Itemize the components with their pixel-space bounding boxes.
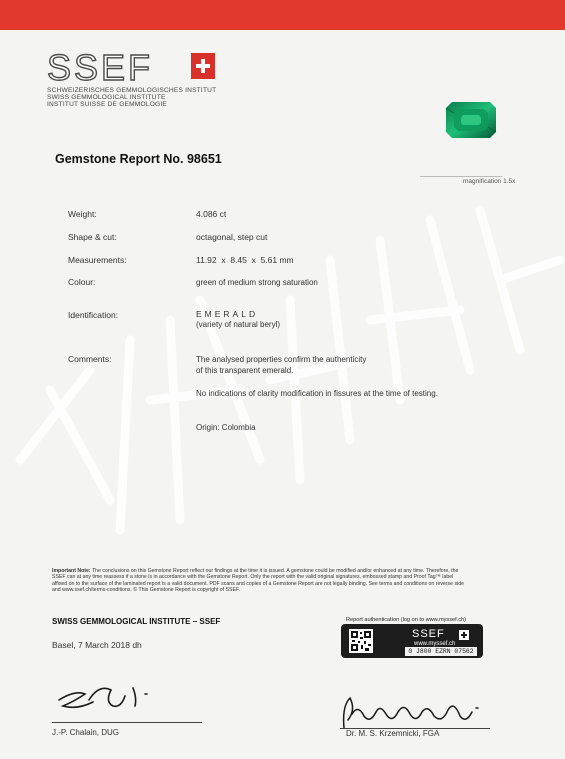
- report-title: Gemstone Report No. 98651: [55, 152, 222, 166]
- swiss-cross-icon: [191, 53, 215, 79]
- proof-tag-code: 0 J800 EZRN 07562: [405, 647, 477, 656]
- comments-label: Comments:: [68, 354, 112, 364]
- note-line-3: affixed on to the surface of the laminated report is a valid document. PDF scans and copies of a Gemstone Report are not legally binding. See terms and conditions on reverse side: [52, 580, 464, 587]
- identification-label: Identification:: [68, 310, 119, 320]
- identification-note: (variety of natural beryl): [196, 320, 281, 329]
- colour-label: Colour:: [68, 277, 96, 287]
- note-heading: Important Note:: [52, 568, 91, 574]
- colour-value: green of medium strong saturation: [196, 278, 318, 287]
- comment-line-2: of this transparent emerald.: [196, 366, 294, 375]
- comment-line-1: The analysed properties confirm the authenticity: [196, 355, 367, 364]
- signer-left: J.-P. Chalain, DUG: [52, 728, 119, 737]
- weight-label: Weight:: [68, 209, 97, 219]
- shape-value: octagonal, step cut: [196, 232, 268, 242]
- institute-name: SWISS GEMMOLOGICAL INSTITUTE – SSEF: [52, 617, 221, 626]
- logo-subtitle-fr: INSTITUT SUISSE DE GEMMOLOGIE: [47, 101, 167, 108]
- important-note: [52, 568, 517, 594]
- origin-value: Origin: Colombia: [196, 423, 256, 432]
- top-red-band: [0, 0, 565, 30]
- ssef-logo: SSEF: [47, 47, 154, 88]
- logo-subtitle-en: SWISS GEMMOLOGICAL INSTITUTE: [47, 94, 166, 101]
- emerald-photo: [444, 100, 498, 140]
- proof-tag-url: www.myssef.ch: [414, 641, 456, 647]
- logo-subtitle-de: SCHWEIZERISCHES GEMMOLOGISCHES INSTITUT: [47, 87, 217, 94]
- note-line-4: and www.ssef.ch/terms-conditions. © This Gemstone Report is copyright of SSEF.: [52, 587, 240, 594]
- swiss-cross-icon: [459, 630, 469, 640]
- signature-line-left: [52, 722, 202, 723]
- qr-code-icon: [349, 629, 373, 653]
- measurements-value: 11.92 x 8.45 x 5.61 mm: [196, 255, 294, 265]
- signature-chalain: [55, 680, 165, 714]
- signer-right: Dr. M. S. Krzemnicki, FGA: [346, 729, 440, 738]
- weight-value: 4.086 ct: [196, 209, 227, 219]
- proof-tag-brand: SSEF: [412, 628, 445, 640]
- identification-value: EMERALD: [196, 309, 259, 319]
- proof-tag: [341, 624, 483, 658]
- shape-label: Shape & cut:: [68, 232, 117, 242]
- note-line-1: The conclusions on this Gemstone Report reflect our findings at the time it is issued. A gemstone could be modified and/or enhanced at any time. Therefore, the: [91, 568, 459, 574]
- measurements-label: Measurements:: [68, 255, 127, 265]
- auth-label: Report authentication (log on to www.myssef.ch): [346, 617, 467, 623]
- signature-krzemnicki: [338, 694, 498, 730]
- magnification-label: magnification 1.5x: [463, 178, 516, 185]
- note-line-2: SSEF can at any time reassess if a stone is in accordance with the Gemstone Report. Only the report with the valid original signatures, embossed stamp and Proof Tag™ label: [52, 574, 454, 581]
- comment-line-3: No indications of clarity modification in fissures at the time of testing.: [196, 389, 438, 398]
- place-date: Basel, 7 March 2018 dh: [52, 640, 142, 650]
- magnification-rule: [420, 176, 502, 177]
